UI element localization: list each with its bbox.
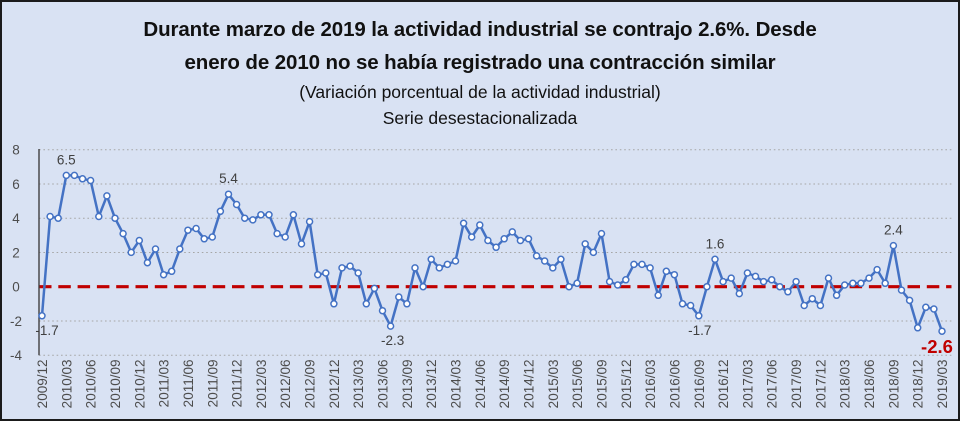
data-point-marker bbox=[736, 291, 742, 297]
data-point-marker bbox=[550, 265, 556, 271]
data-point-marker bbox=[404, 301, 410, 307]
x-tick-label: 2015/12 bbox=[618, 359, 634, 409]
x-tick-label: 2011/12 bbox=[229, 359, 245, 408]
chart-subtitle-1: (Variación porcentual de la actividad industrial) bbox=[299, 82, 661, 102]
data-point-marker bbox=[923, 304, 929, 310]
y-tick-label: -4 bbox=[9, 348, 23, 363]
data-point-marker bbox=[801, 303, 807, 309]
data-point-marker bbox=[112, 215, 118, 221]
x-tick-label: 2018/09 bbox=[886, 359, 902, 409]
data-point-marker bbox=[420, 284, 426, 290]
data-point-marker bbox=[866, 275, 872, 281]
data-point-marker bbox=[882, 280, 888, 286]
data-point-marker bbox=[688, 303, 694, 309]
data-point-marker bbox=[939, 328, 945, 334]
x-tick-label: 2014/06 bbox=[472, 359, 488, 409]
x-tick-label: 2009/12 bbox=[35, 359, 50, 409]
data-point-marker bbox=[890, 243, 896, 249]
data-point-marker bbox=[793, 279, 799, 285]
x-tick-label: 2011/09 bbox=[205, 359, 221, 408]
data-point-marker bbox=[599, 231, 605, 237]
x-tick-label: 2018/06 bbox=[862, 359, 878, 409]
data-point-marker bbox=[558, 256, 564, 262]
data-point-marker bbox=[274, 231, 280, 237]
x-tick-label: 2012/09 bbox=[302, 359, 318, 409]
data-point-marker bbox=[777, 284, 783, 290]
y-tick-label: 8 bbox=[12, 142, 20, 158]
x-tick-label: 2013/09 bbox=[399, 359, 415, 409]
data-point-marker bbox=[842, 282, 848, 288]
x-tick-label: 2015/06 bbox=[570, 359, 586, 409]
y-tick-label: 4 bbox=[12, 211, 20, 226]
x-tick-label: 2010/12 bbox=[132, 359, 148, 409]
y-tick-label: 0 bbox=[12, 279, 20, 295]
data-point-marker bbox=[655, 292, 661, 298]
data-point-marker bbox=[363, 301, 369, 307]
data-point-marker bbox=[323, 270, 329, 276]
data-point-marker bbox=[931, 306, 937, 312]
x-tick-label: 2012/12 bbox=[326, 359, 342, 409]
data-point-marker bbox=[217, 208, 223, 214]
data-point-marker bbox=[185, 227, 191, 233]
data-point-marker bbox=[55, 215, 61, 221]
data-point-label: 5.4 bbox=[219, 171, 238, 187]
data-point-marker bbox=[209, 234, 215, 240]
x-tick-label: 2016/03 bbox=[643, 359, 659, 409]
data-point-marker bbox=[915, 325, 921, 331]
data-point-marker bbox=[615, 282, 621, 288]
data-point-marker bbox=[120, 231, 126, 237]
data-point-marker bbox=[607, 279, 613, 285]
x-tick-label: 2014/03 bbox=[448, 359, 464, 409]
data-point-marker bbox=[428, 256, 434, 262]
data-point-marker bbox=[899, 287, 905, 293]
chart-title-line-2: enero de 2010 no se había registrado una contracción similar bbox=[184, 51, 776, 74]
data-point-marker bbox=[850, 280, 856, 286]
data-point-marker bbox=[80, 176, 86, 182]
data-point-marker bbox=[874, 267, 880, 273]
data-point-marker bbox=[582, 241, 588, 247]
data-point-marker bbox=[809, 296, 815, 302]
data-point-marker bbox=[753, 273, 759, 279]
x-tick-label: 2018/12 bbox=[910, 359, 926, 409]
data-point-marker bbox=[96, 214, 102, 220]
data-point-marker bbox=[39, 313, 45, 319]
chart-subtitle-2: Serie desestacionalizada bbox=[382, 108, 578, 128]
x-tick-label: 2010/03 bbox=[59, 359, 75, 409]
data-point-marker bbox=[299, 241, 305, 247]
x-tick-label: 2015/09 bbox=[594, 359, 610, 409]
x-tick-label: 2013/03 bbox=[351, 359, 367, 409]
data-point-marker bbox=[566, 284, 572, 290]
x-tick-label: 2016/09 bbox=[691, 359, 707, 409]
x-tick-label: 2017/12 bbox=[813, 359, 829, 409]
x-tick-label: 2013/12 bbox=[424, 359, 440, 409]
data-point-marker bbox=[290, 212, 296, 218]
emphasized-data-point-label: -2.6 bbox=[921, 336, 953, 358]
data-point-marker bbox=[396, 294, 402, 300]
data-point-marker bbox=[574, 280, 580, 286]
data-point-marker bbox=[501, 236, 507, 242]
data-point-marker bbox=[542, 258, 548, 264]
data-point-marker bbox=[826, 275, 832, 281]
data-point-marker bbox=[534, 253, 540, 259]
data-point-marker bbox=[834, 292, 840, 298]
data-point-marker bbox=[234, 202, 240, 208]
y-tick-label: -2 bbox=[9, 313, 23, 329]
data-point-marker bbox=[136, 238, 142, 244]
data-point-marker bbox=[355, 270, 361, 276]
x-tick-label: 2012/06 bbox=[278, 359, 294, 409]
x-tick-label: 2011/06 bbox=[180, 359, 196, 408]
data-point-marker bbox=[590, 249, 596, 255]
data-point-marker bbox=[704, 284, 710, 290]
data-point-marker bbox=[444, 261, 450, 267]
y-tick-label: 6 bbox=[12, 176, 20, 192]
data-point-marker bbox=[436, 265, 442, 271]
data-point-marker bbox=[631, 261, 637, 267]
data-point-marker bbox=[161, 272, 167, 278]
data-point-marker bbox=[744, 270, 750, 276]
data-point-marker bbox=[526, 236, 532, 242]
x-tick-label: 2015/03 bbox=[545, 359, 561, 409]
x-tick-label: 2016/12 bbox=[716, 359, 732, 409]
data-point-marker bbox=[453, 258, 459, 264]
x-tick-label: 2012/03 bbox=[253, 359, 269, 409]
x-tick-label: 2011/03 bbox=[156, 359, 172, 408]
data-point-marker bbox=[907, 297, 913, 303]
x-tick-label: 2017/09 bbox=[789, 359, 805, 409]
data-point-marker bbox=[331, 301, 337, 307]
data-point-marker bbox=[380, 308, 386, 314]
data-point-label: -1.7 bbox=[688, 322, 712, 338]
x-tick-label: 2014/12 bbox=[521, 359, 537, 409]
data-point-marker bbox=[858, 280, 864, 286]
data-point-marker bbox=[88, 178, 94, 184]
industrial-activity-chart bbox=[2, 2, 960, 421]
data-point-marker bbox=[71, 172, 77, 178]
data-point-marker bbox=[517, 238, 523, 244]
data-point-marker bbox=[785, 289, 791, 295]
data-point-marker bbox=[258, 212, 264, 218]
data-point-marker bbox=[226, 191, 232, 197]
x-tick-label: 2014/09 bbox=[497, 359, 513, 409]
data-point-marker bbox=[282, 234, 288, 240]
data-point-marker bbox=[412, 265, 418, 271]
data-point-marker bbox=[485, 238, 491, 244]
data-point-marker bbox=[347, 263, 353, 269]
data-point-marker bbox=[680, 301, 686, 307]
data-point-marker bbox=[388, 323, 394, 329]
data-point-marker bbox=[250, 217, 256, 223]
data-point-marker bbox=[144, 260, 150, 266]
data-point-marker bbox=[201, 236, 207, 242]
data-point-marker bbox=[242, 215, 248, 221]
data-point-marker bbox=[266, 212, 272, 218]
data-point-label: -2.3 bbox=[380, 333, 405, 349]
data-point-marker bbox=[153, 246, 159, 252]
data-point-label: 6.5 bbox=[56, 152, 76, 168]
data-point-marker bbox=[461, 220, 467, 226]
x-tick-label: 2019/03 bbox=[934, 359, 950, 409]
data-point-marker bbox=[307, 219, 313, 225]
x-tick-label: 2018/03 bbox=[837, 359, 853, 409]
data-point-marker bbox=[169, 268, 175, 274]
x-tick-label: 2017/06 bbox=[764, 359, 780, 409]
data-point-marker bbox=[339, 265, 345, 271]
chart-title-line-1: Durante marzo de 2019 la actividad industrial se contrajo 2.6%. Desde bbox=[143, 18, 817, 41]
data-point-marker bbox=[469, 234, 475, 240]
data-point-label: 1.6 bbox=[705, 236, 725, 252]
data-point-marker bbox=[671, 272, 677, 278]
data-point-marker bbox=[371, 285, 377, 291]
y-tick-label: 2 bbox=[12, 245, 20, 261]
data-point-marker bbox=[712, 256, 718, 262]
data-point-marker bbox=[47, 214, 53, 220]
data-point-marker bbox=[696, 313, 702, 319]
x-tick-label: 2010/06 bbox=[83, 359, 99, 409]
data-point-marker bbox=[128, 249, 134, 255]
data-point-marker bbox=[720, 279, 726, 285]
x-tick-label: 2016/06 bbox=[667, 359, 683, 409]
data-point-marker bbox=[477, 222, 483, 228]
data-point-marker bbox=[817, 303, 823, 309]
data-point-marker bbox=[728, 275, 734, 281]
data-point-label: 2.4 bbox=[884, 222, 903, 238]
data-point-marker bbox=[104, 193, 110, 199]
data-point-marker bbox=[623, 277, 629, 283]
data-point-marker bbox=[509, 229, 515, 235]
data-point-marker bbox=[647, 265, 653, 271]
data-point-marker bbox=[769, 277, 775, 283]
x-tick-label: 2017/03 bbox=[740, 359, 756, 409]
data-point-marker bbox=[315, 272, 321, 278]
data-point-marker bbox=[493, 244, 499, 250]
x-tick-label: 2010/09 bbox=[107, 359, 123, 409]
data-point-marker bbox=[193, 226, 199, 232]
data-point-marker bbox=[761, 279, 767, 285]
data-point-label: -1.7 bbox=[35, 322, 59, 338]
data-point-marker bbox=[639, 261, 645, 267]
data-point-marker bbox=[177, 246, 183, 252]
x-tick-label: 2013/06 bbox=[375, 359, 391, 409]
data-point-marker bbox=[63, 172, 69, 178]
data-point-marker bbox=[663, 268, 669, 274]
